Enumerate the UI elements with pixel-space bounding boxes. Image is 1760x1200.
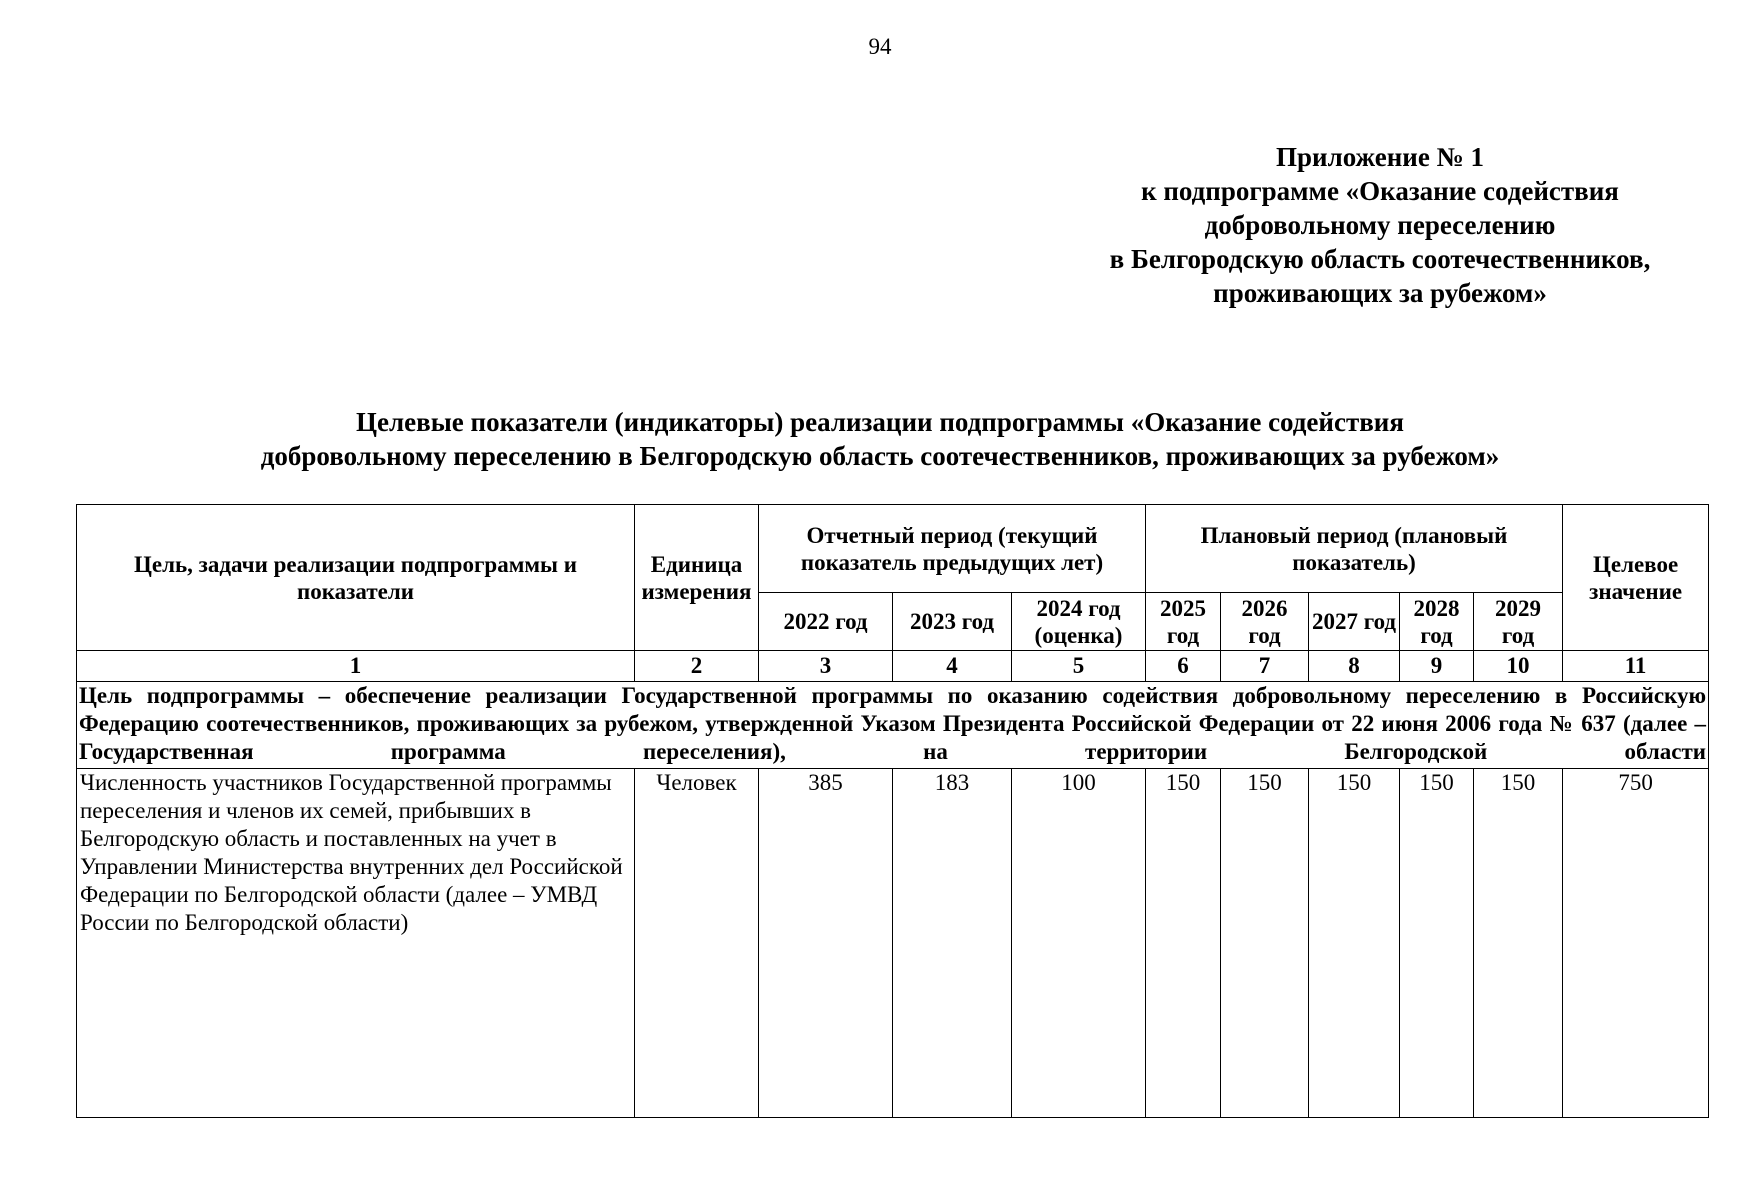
- value-cell: 385: [759, 769, 893, 1118]
- column-number: 11: [1563, 651, 1709, 682]
- header-year: 2027 год: [1309, 593, 1400, 651]
- header-year: 2022 год: [759, 593, 893, 651]
- column-number: 1: [77, 651, 635, 682]
- document-title: [0, 405, 1760, 473]
- header-target: Целевое значение: [1563, 505, 1709, 651]
- value-cell: 183: [893, 769, 1012, 1118]
- column-number: 5: [1012, 651, 1146, 682]
- header-unit: Единица измерения: [635, 505, 759, 651]
- value-cell: 150: [1309, 769, 1400, 1118]
- value-cell: 150: [1474, 769, 1563, 1118]
- value-cell: 100: [1012, 769, 1146, 1118]
- appendix-line: добровольному переселению: [1204, 210, 1556, 240]
- column-number: 8: [1309, 651, 1400, 682]
- column-number: 3: [759, 651, 893, 682]
- header-year: 2026 год: [1221, 593, 1309, 651]
- header-year: 2025 год: [1146, 593, 1221, 651]
- column-number: 4: [893, 651, 1012, 682]
- target-cell: 750: [1563, 769, 1709, 1118]
- goal-row: [77, 682, 1709, 769]
- column-number: 9: [1400, 651, 1474, 682]
- column-number: 10: [1474, 651, 1563, 682]
- indicator-name: Численность участников Государственной программы переселения и членов их семей, прибывших в Белгородскую область и поставленных на учет в Управлении Министерства внутренних дел Российской Федерации по Белгородской области (далее – УМВД России по Белгородской области): [77, 769, 635, 1118]
- value-cell: 150: [1146, 769, 1221, 1118]
- column-number: 6: [1146, 651, 1221, 682]
- value-cell: 150: [1221, 769, 1309, 1118]
- header-year: 2028 год: [1400, 593, 1474, 651]
- table-row: [77, 769, 1709, 1118]
- appendix-line: Приложение № 1: [1276, 142, 1484, 172]
- goal-text: Цель подпрограммы – обеспечение реализации Государственной программы по оказанию содействия добровольному переселению в Российскую Федерацию соотечественников, проживающих за рубежом, утвержденной Указом Президента Российской Федерации от 22 июня 2006 года № 637 (далее – Государственная программа переселения), на территории Белгородской области: [77, 682, 1709, 769]
- header-year: 2029 год: [1474, 593, 1563, 651]
- appendix-heading: [1080, 140, 1680, 310]
- appendix-line: к подпрограмме «Оказание содействия: [1141, 176, 1619, 206]
- title-line-1: Целевые показатели (индикаторы) реализации подпрограммы «Оказание содействия: [356, 407, 1404, 437]
- appendix-line: в Белгородскую область соотечественников,: [1109, 244, 1651, 274]
- value-cell: 150: [1400, 769, 1474, 1118]
- appendix-line: проживающих за рубежом»: [1213, 278, 1547, 308]
- header-goal: Цель, задачи реализации подпрограммы и показатели: [77, 505, 635, 651]
- header-reporting-period: Отчетный период (текущий показатель предыдущих лет): [759, 505, 1146, 593]
- header-year: 2024 год (оценка): [1012, 593, 1146, 651]
- header-planning-period: Плановый период (плановый показатель): [1146, 505, 1563, 593]
- column-numbers-row: [77, 651, 1709, 682]
- title-line-2: добровольному переселению в Белгородскую область соотечественников, проживающих за рубежом»: [260, 441, 1500, 471]
- column-number: 2: [635, 651, 759, 682]
- unit-cell: Человек: [635, 769, 759, 1118]
- header-year: 2023 год: [893, 593, 1012, 651]
- indicators-table: [76, 504, 1709, 1118]
- column-number: 7: [1221, 651, 1309, 682]
- page-number: 94: [868, 34, 892, 59]
